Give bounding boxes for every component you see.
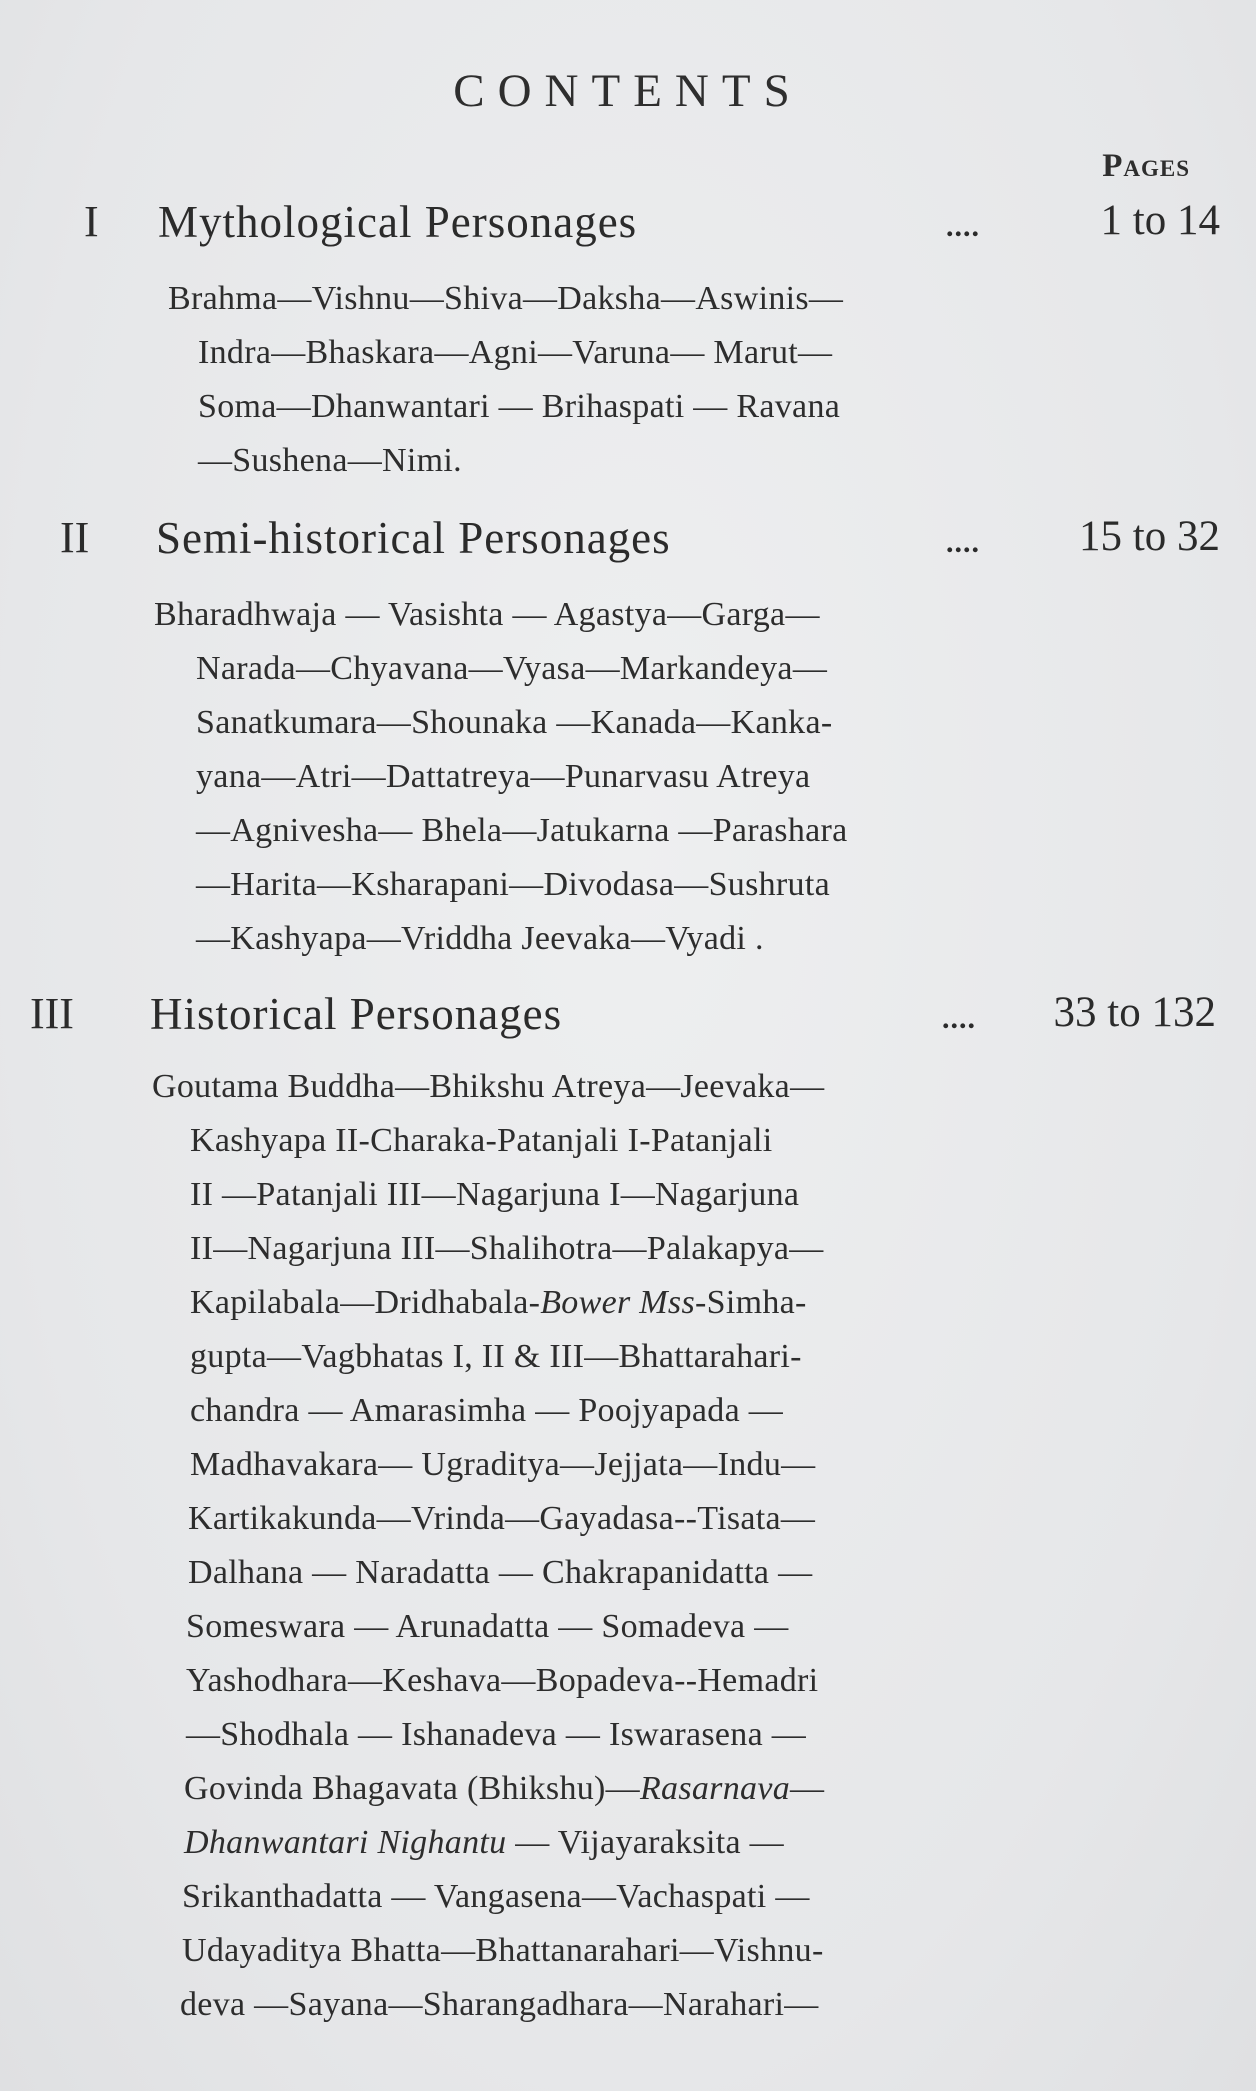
- entry-line: [190, 1276, 807, 1330]
- entry-line: gupta—Vagbhatas I, II & III—Bhattarahari-: [190, 1338, 802, 1375]
- entry-line: Dalhana — Naradatta — Chakrapanidatta —: [188, 1554, 813, 1591]
- entry-line: —Agnivesha— Bhela—Jatukarna —Parashara: [196, 812, 848, 849]
- section-title: Mythological Personages: [158, 197, 638, 247]
- entry-line: Indra—Bhaskara—Agni—Varuna— Marut—: [198, 334, 833, 371]
- entry-line: yana—Atri—Dattatreya—Punarvasu Atreya: [196, 758, 811, 795]
- section-title: Historical Personages: [150, 989, 563, 1039]
- page-range: 33 to 132: [1053, 989, 1216, 1036]
- entry-text: -Simha-: [695, 1284, 807, 1321]
- entry-line: Srikanthadatta — Vangasena—Vachaspati —: [182, 1878, 810, 1915]
- page-range: 1 to 14: [1100, 197, 1220, 244]
- entry-line: Kashyapa II-Charaka-Patanjali I-Patanjali: [190, 1122, 773, 1159]
- leader-dots: ....: [946, 210, 980, 243]
- entry-line: Narada—Chyavana—Vyasa—Markandeya—: [196, 650, 828, 687]
- entry-line: Goutama Buddha—Bhikshu Atreya—Jeevaka—: [152, 1068, 825, 1105]
- section-numeral: I: [84, 197, 99, 246]
- entry-line: Kartikakunda—Vrinda—Gayadasa--Tisata—: [188, 1500, 816, 1537]
- entry-line: —Sushena—Nimi.: [198, 442, 462, 479]
- entry-text: —: [790, 1770, 825, 1807]
- entry-line: Brahma—Vishnu—Shiva—Daksha—Aswinis—: [168, 280, 844, 317]
- entry-line: [184, 1816, 784, 1870]
- leader-dots: ....: [946, 526, 980, 559]
- pages-column-label: Pages: [1102, 148, 1190, 184]
- entry-line: deva —Sayana—Sharangadhara—Narahari—: [180, 1986, 819, 2023]
- leader-dots: ....: [942, 1002, 976, 1035]
- entry-line: Someswara — Arunadatta — Somadeva —: [186, 1608, 789, 1645]
- entry-text: — Vijayaraksita —: [506, 1824, 784, 1861]
- entry-text: Govinda Bhagavata (Bhikshu)—: [184, 1770, 640, 1807]
- entry-text-italic: Bower Mss: [540, 1284, 695, 1321]
- entry-line: Soma—Dhanwantari — Brihaspati — Ravana: [198, 388, 841, 425]
- entry-line: Sanatkumara—Shounaka —Kanada—Kanka-: [196, 704, 833, 741]
- entry-line: [184, 1762, 824, 1816]
- entry-line: II —Patanjali III—Nagarjuna I—Nagarjuna: [190, 1176, 800, 1213]
- page-range: 15 to 32: [1079, 513, 1220, 560]
- entry-text-italic: Dhanwantari Nighantu: [184, 1824, 507, 1861]
- entry-line: Udayaditya Bhatta—Bhattanarahari—Vishnu-: [182, 1932, 824, 1969]
- entry-line: II—Nagarjuna III—Shalihotra—Palakapya—: [190, 1230, 824, 1267]
- entry-line: —Kashyapa—Vriddha Jeevaka—Vyadi .: [196, 920, 764, 957]
- entry-line: Madhavakara— Ugraditya—Jejjata—Indu—: [190, 1446, 816, 1483]
- page-title: CONTENTS: [453, 65, 803, 117]
- section-heading: [0, 988, 1256, 1048]
- entry-line: —Harita—Ksharapani—Divodasa—Sushruta: [196, 866, 830, 903]
- entry-line: chandra — Amarasimha — Poojyapada —: [190, 1392, 784, 1429]
- section-numeral: III: [30, 989, 74, 1038]
- section-heading: [0, 196, 1256, 256]
- section-heading: [0, 512, 1256, 572]
- entry-line: —Shodhala — Ishanadeva — Iswarasena —: [186, 1716, 807, 1753]
- entry-line: Bharadhwaja — Vasishta — Agastya—Garga—: [154, 596, 820, 633]
- entry-text: Kapilabala—Dridhabala-: [190, 1284, 541, 1321]
- section-numeral: II: [60, 513, 90, 562]
- section-title: Semi-historical Personages: [156, 513, 671, 563]
- entry-text-italic: Rasarnava: [639, 1770, 791, 1807]
- entry-line: Yashodhara—Keshava—Bopadeva--Hemadri: [186, 1662, 819, 1699]
